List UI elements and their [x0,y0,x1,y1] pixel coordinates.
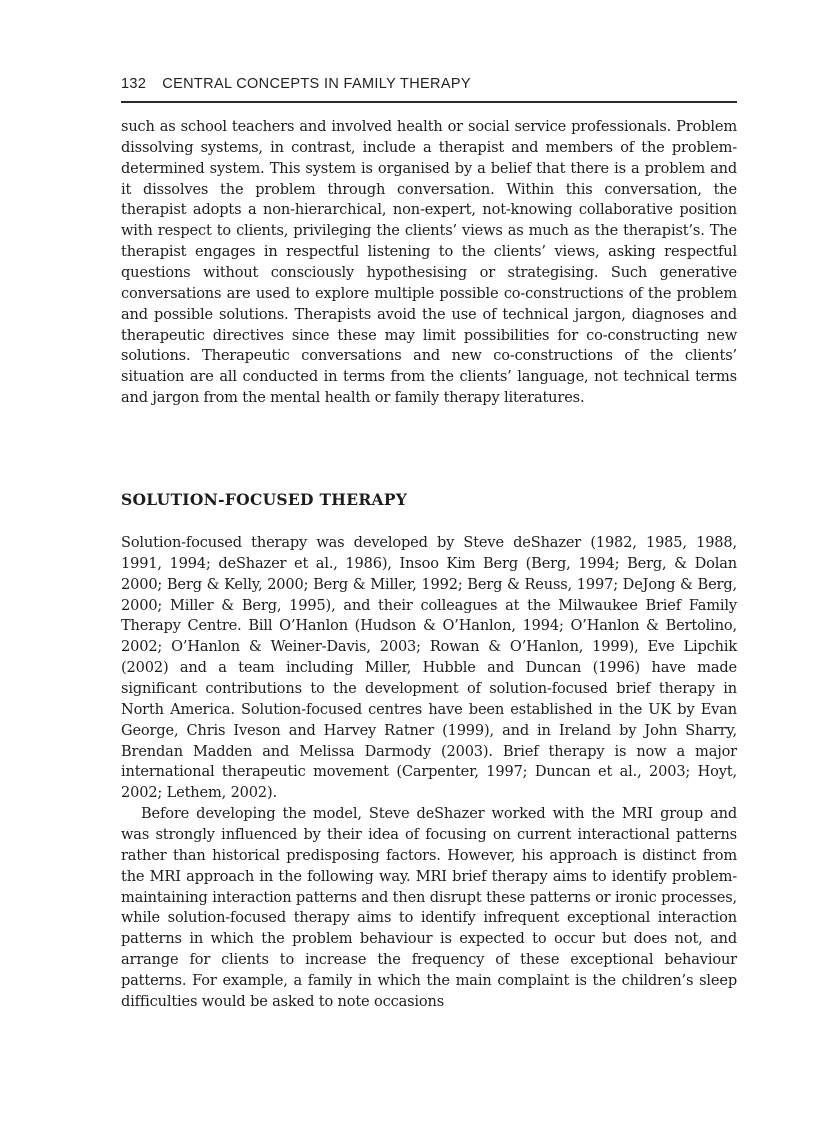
section-paragraph-2: Before developing the model, Steve deShazer worked with the MRI group and was strongly influenced by their idea of focusing on current interactional patterns rather than historical predisposing factors. However, his approach is distinct from the MRI approach in the following way. MRI brief therapy aims to identify problem-maintaining interaction patterns and then disrupt these patterns or ironic processes, while solution-focused therapy aims to identify infrequent exceptional interaction patterns in which the problem behaviour is expected to occur but does not, and arrange for clients to increase the frequency of these exceptional behaviour patterns. For example, a family in which the main complaint is the children’s sleep difficulties would be asked to note occasions [121,805,737,1010]
continued-text-block [121,117,737,409]
running-head [121,73,737,103]
section-paragraph-1: Solution-focused therapy was developed by Steve deShazer (1982, 1985, 1988, 1991, 1994; deShazer et al., 1986), Insoo Kim Berg (Berg, 1994; Berg, & Dolan 2000; Berg & Kelly, 2000; Berg & Miller, 1992; Berg & Reuss, 1997; DeJong & Berg, 2000; Miller & Berg, 1995), and their colleagues at the Milwaukee Brief Family Therapy Centre. Bill O’Hanlon (Hudson & O’Hanlon, 1994; O’Hanlon & Bertolino, 2002; O’Hanlon & Weiner-Davis, 2003; Rowan & O’Hanlon, 1999), Eve Lipchik (2002) and a team including Miller, Hubble and Duncan (1996) have made significant contributions to the development of solution-focused brief therapy in North America. Solution-focused centres have been established in the UK by Evan George, Chris Iveson and Harvey Ratner (1999), and in Ireland by John Sharry, Brendan Madden and Melissa Darmody (2003). Brief therapy is now a major international therapeutic movement (Carpenter, 1997; Duncan et al., 2003; Hoyt, 2002; Lethem, 2002). [121,534,737,802]
running-title: CENTRAL CONCEPTS IN FAMILY THERAPY [162,76,471,92]
continued-paragraph: such as school teachers and involved health or social service professionals. Problem dissolving systems, in contrast, include a therapist and members of the problem-determined system. This system is organised by a belief that there is a problem and it dissolves the problem through conversation. Within this conversation, the therapist adopts a non-hierarchical, non-expert, not-knowing collaborative position with respect to clients, privileging the clients’ views as much as the therapist’s. The therapist engages in respectful listening to the clients’ views, asking respectful questions without consciously hypothesising or strategising. Such generative conversations are used to explore multiple possible co-constructions of the problem and possible solutions. Therapists avoid the use of technical jargon, diagnoses and therapeutic directives since these may limit possibilities for co-constructing new solutions. Therapeutic conversations and new co-constructions of the clients’ situation are all conducted in terms from the clients’ language, not technical terms and jargon from the mental health or family therapy literatures. [121,118,737,407]
section-text-block [121,533,737,1013]
page-number: 132 [121,76,147,92]
section-heading: SOLUTION-FOCUSED THERAPY [121,490,408,509]
